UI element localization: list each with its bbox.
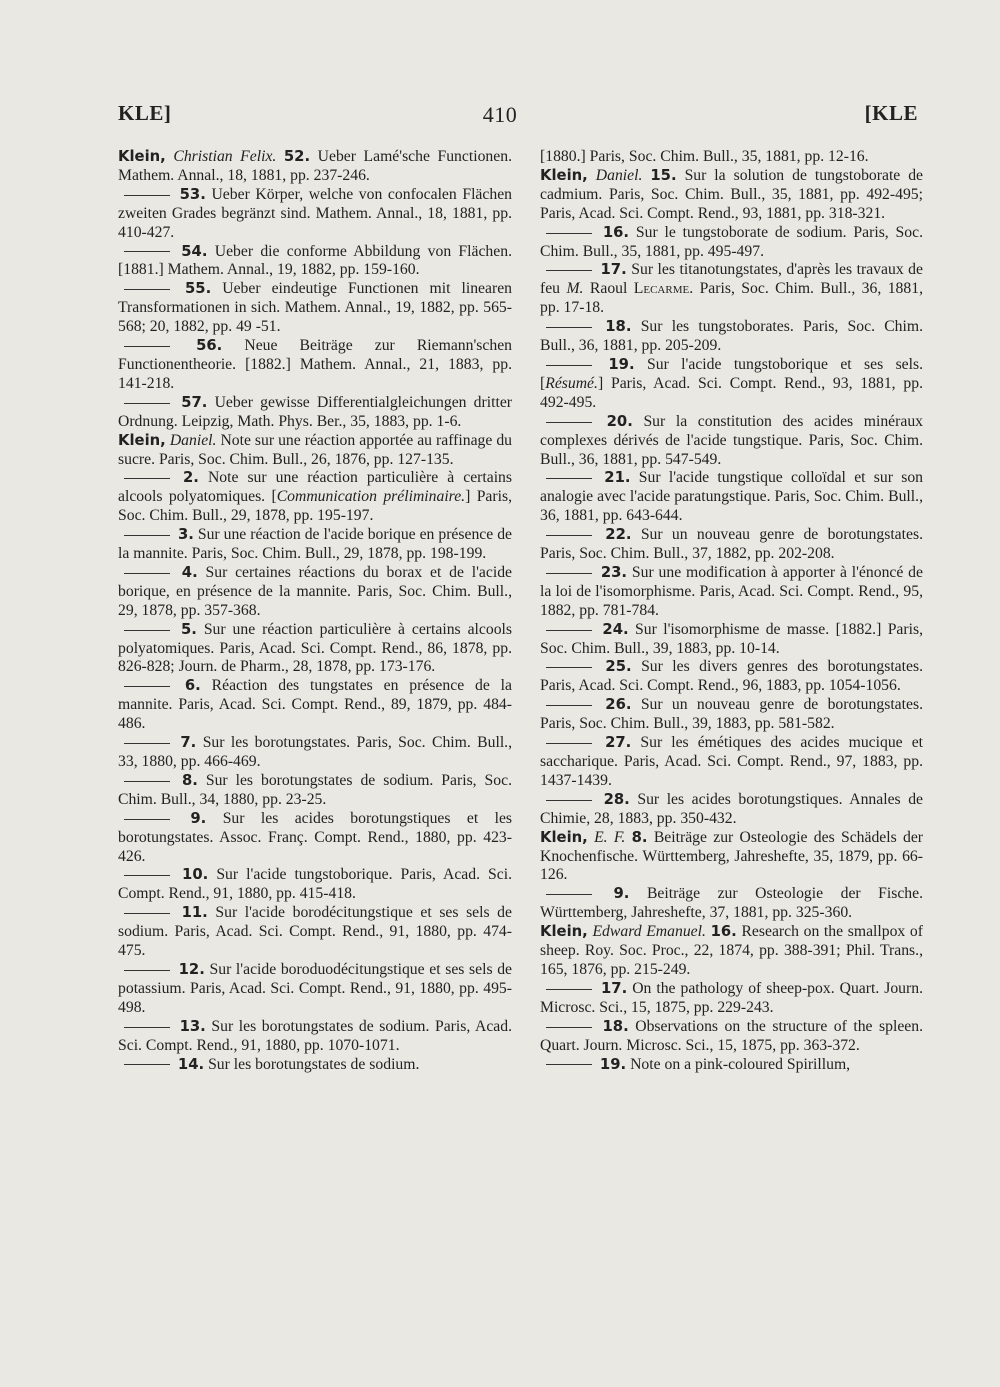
ditto-dash	[124, 819, 170, 820]
entry-number: 8.	[181, 771, 198, 789]
ditto-dash	[124, 743, 170, 744]
ditto-dash	[546, 478, 592, 479]
running-header-left: KLE]	[118, 101, 172, 125]
ditto-dash	[546, 667, 592, 668]
ditto-dash	[546, 894, 592, 895]
bibliography-entry	[540, 526, 923, 564]
entry-number: 23.	[600, 563, 628, 581]
bibliography-entry	[118, 904, 512, 961]
entry-text: Ueber Lamé'sche Functionen. Mathem. Annal., 18, 1881, pp. 237-246.	[118, 148, 512, 184]
bibliography-entry	[118, 1018, 512, 1056]
ditto-dash	[124, 195, 170, 196]
ditto-dash	[124, 251, 170, 252]
author-given-name: Daniel.	[595, 166, 643, 184]
bibliography-entry	[118, 337, 512, 394]
entry-text: Sur les divers genres des borotungstates. Paris, Acad. Sci. Compt. Rend., 96, 1883, pp. 1054-1056.	[540, 658, 923, 695]
page-number: 410	[482, 102, 518, 127]
entry-number: 10.	[182, 866, 209, 884]
entry-text: ] Paris, Acad. Sci. Compt. Rend., 93, 1881, pp. 492-495.	[540, 374, 923, 411]
entry-text: Sur l'acide tungstoborique et ses sels. [	[540, 355, 924, 392]
entry-text: Sur l'isomorphisme de masse. [1882.] Paris, Soc. Chim. Bull., 39, 1883, pp. 10-14.	[540, 620, 924, 657]
entry-number: 52.	[283, 148, 311, 165]
bibliography-entry	[540, 148, 923, 167]
ditto-dash	[124, 346, 170, 347]
bibliography-entry	[540, 696, 923, 734]
entry-text: Note on a pink-coloured Spirillum,	[630, 1055, 851, 1073]
entry-number: 22.	[605, 526, 632, 544]
bibliography-entry	[118, 564, 512, 621]
bibliography-entry	[118, 1056, 512, 1075]
entry-text: Sur une réaction de l'acide borique en présence de la mannite. Paris, Soc. Chim. Bull., 29, 1878, pp. 198-199.	[118, 526, 513, 563]
author-given-name: Edward Emanuel.	[592, 923, 706, 941]
bibliography-entry	[540, 413, 923, 470]
entry-number: 16.	[602, 223, 630, 241]
bibliography-entry	[118, 866, 512, 904]
bibliography-entry	[118, 148, 512, 186]
ditto-dash	[546, 989, 592, 990]
bibliography-entry	[118, 394, 512, 432]
entry-number: 18.	[605, 318, 632, 336]
entry-number: 6.	[184, 677, 201, 695]
ditto-dash	[546, 422, 592, 423]
entry-text: Observations on the structure of the spleen. Quart. Journ. Microsc. Sci., 15, 1875, pp. 363-372.	[540, 1017, 924, 1054]
ditto-dash	[546, 1064, 592, 1065]
entry-text: Sur les borotungstates de sodium.	[208, 1055, 420, 1073]
entry-text: Sur une réaction particulière à certains alcools polyatomiques. Paris, Acad. Sci. Compt. Rend., 86, 1878, pp. 826-828; Journ. de Pharm., 28, 1878, pp. 173-176.	[118, 620, 513, 676]
entry-text: Note sur une réaction apportée au raffinage du sucre. Paris, Soc. Chim. Bull., 26, 1876, pp. 127-135.	[118, 431, 513, 468]
entry-text: Sur les borotungstates de sodium. Paris, Soc. Chim. Bull., 34, 1880, pp. 23-25.	[118, 771, 513, 808]
entry-text: Sur l'acide borodécitungstique et ses sels de sodium. Paris, Acad. Sci. Compt. Rend., 91, 1880, pp. 474-475.	[118, 904, 512, 960]
entry-text: Sur une modification à apporter à l'énoncé de la loi de l'isomorphisme. Paris, Acad. Sci. Compt. Rend., 95, 1882, pp. 781-784.	[540, 563, 923, 619]
ditto-dash	[124, 1027, 170, 1028]
entry-text: Sur les acides borotungstiques. Annales de Chimie, 28, 1883, pp. 350-432.	[540, 790, 924, 827]
entry-text: Beiträge zur Osteologie der Fische. Württemberg, Jahreshefte, 37, 1881, pp. 325-360.	[540, 885, 924, 922]
ditto-dash	[124, 630, 170, 631]
author-name: Klein,	[118, 431, 166, 449]
entry-text: Ueber gewisse Differentialgleichungen dritter Ordnung. Leipzig, Math. Phys. Ber., 35, 1883, pp. 1-6.	[118, 393, 513, 430]
bibliography-entry	[540, 224, 923, 262]
entry-number: 20.	[606, 412, 633, 430]
ditto-dash	[546, 1027, 592, 1028]
entry-number: 2.	[183, 469, 199, 487]
entry-number: 11.	[181, 904, 208, 922]
bibliography-entry	[540, 980, 923, 1018]
entry-number: 57.	[181, 393, 208, 411]
entry-text: Réaction des tungstates en présence de la mannite. Paris, Acad. Sci. Compt. Rend., 89, 1879, pp. 484-486.	[118, 677, 512, 733]
author-name: Klein,	[540, 923, 588, 941]
entry-number: 5.	[180, 620, 197, 638]
entry-italic: Résumé.	[545, 374, 598, 392]
entry-number: 19.	[599, 1055, 627, 1073]
author-name: Klein,	[540, 166, 588, 184]
entry-number: 25.	[605, 658, 632, 676]
entry-italic: M.	[566, 280, 584, 298]
bibliography-entry	[118, 280, 512, 337]
ditto-dash	[546, 327, 592, 328]
entry-text: Neue Beiträge zur Riemann'schen Functionentheorie. [1882.] Mathem. Annal., 21, 1883, pp. 141-218.	[118, 337, 513, 392]
bibliography-entry	[118, 621, 512, 678]
left-column	[118, 148, 512, 1074]
bibliography-entry	[540, 261, 923, 318]
ditto-dash	[124, 573, 170, 574]
entry-number: 55.	[185, 280, 212, 298]
bibliography-entry	[540, 885, 923, 923]
entry-text: . Paris, Soc. Chim. Bull., 36, 1881, pp. 17-18.	[540, 280, 923, 317]
bibliography-entry	[118, 961, 512, 1018]
ditto-dash	[124, 1064, 170, 1065]
ditto-dash	[124, 403, 170, 404]
author-given-name: Daniel.	[169, 431, 217, 449]
bibliography-entry	[540, 1056, 923, 1075]
entry-text: Sur les titanotungstates, d'après les travaux de feu	[540, 261, 923, 298]
bibliography-entry	[540, 923, 923, 980]
entry-number: 15.	[650, 166, 677, 184]
entry-number: 18.	[602, 1017, 629, 1035]
entry-text: Sur les borotungstates. Paris, Soc. Chim. Bull., 33, 1880, pp. 466-469.	[118, 734, 513, 770]
entry-text: Sur le tungstoborate de sodium. Paris, Soc. Chim. Bull., 35, 1881, pp. 495-497.	[540, 223, 924, 260]
bibliography-entry	[118, 810, 512, 867]
entry-number: 4.	[181, 563, 198, 581]
entry-number: 28.	[603, 790, 630, 808]
ditto-dash	[546, 800, 592, 801]
entry-number: 27.	[605, 734, 632, 752]
entry-number: 53.	[179, 185, 206, 203]
entry-smallcaps: Lecarme	[633, 280, 690, 298]
bibliography-entry	[118, 734, 512, 772]
author-given-name: Christian Felix.	[173, 148, 277, 165]
ditto-dash	[124, 781, 170, 782]
entry-number: 9.	[613, 885, 630, 903]
bibliography-entry	[540, 1018, 923, 1056]
ditto-dash	[546, 365, 592, 366]
ditto-dash	[546, 233, 592, 234]
bibliography-entry	[118, 432, 512, 470]
entry-text: Ueber eindeutige Functionen mit linearen Transformationen in sich. Mathem. Annal., 19, 1882, pp. 565-568; 20, 1882, pp. 49 -51.	[118, 280, 512, 336]
bibliography-entry	[118, 526, 512, 564]
right-column	[540, 148, 923, 1074]
entry-number: 3.	[177, 526, 194, 544]
entry-number: 16.	[710, 923, 737, 941]
bibliography-entry	[118, 469, 512, 526]
bibliography-entry	[540, 734, 923, 791]
author-name: Klein,	[118, 148, 166, 165]
ditto-dash	[546, 535, 592, 536]
running-header-right: [KLE	[864, 101, 918, 125]
ditto-dash	[124, 913, 170, 914]
bibliography-entry	[540, 829, 923, 886]
entry-text: Sur les borotungstates de sodium. Paris, Acad. Sci. Compt. Rend., 91, 1880, pp. 1070-1071.	[118, 1017, 513, 1054]
bibliography-entry	[118, 186, 512, 243]
bibliography-entry	[540, 356, 923, 413]
entry-number: 9.	[190, 809, 207, 827]
bibliography-entry	[540, 564, 923, 621]
entry-text: Sur la constitution des acides minéraux complexes dérivés de l'acide tungstique. Paris, Soc. Chim. Bull., 36, 1881, pp. 547-549.	[540, 412, 924, 468]
entry-number: 56.	[196, 337, 223, 355]
bibliography-entry	[540, 658, 923, 696]
entry-text: Sur un nouveau genre de borotungstates. Paris, Soc. Chim. Bull., 37, 1882, pp. 202-208.	[540, 526, 923, 563]
ditto-dash	[124, 875, 170, 876]
entry-text: On the pathology of sheep-pox. Quart. Journ. Microsc. Sci., 15, 1875, pp. 229-243.	[540, 979, 924, 1016]
bibliography-entry	[540, 621, 923, 659]
ditto-dash	[124, 535, 170, 536]
bibliography-entry	[118, 243, 512, 281]
ditto-dash	[124, 478, 170, 479]
entry-number: 7.	[180, 734, 197, 752]
entry-italic: Communication préliminaire.	[276, 488, 466, 506]
entry-text: [1880.] Paris, Soc. Chim. Bull., 35, 1881, pp. 12-16.	[540, 148, 869, 165]
entry-text: Sur l'acide tungstoborique. Paris, Acad. Sci. Compt. Rend., 91, 1880, pp. 415-418.	[118, 866, 513, 903]
author-name: Klein,	[540, 828, 588, 846]
bibliography-entry	[118, 677, 512, 734]
entry-text: Ueber Körper, welche von confocalen Flächen zweiten Grades begränzt sind. Mathem. Annal., 18, 1881, pp. 410-427.	[118, 185, 513, 241]
ditto-dash	[546, 573, 592, 574]
entry-text: Research on the smallpox of sheep. Roy. Soc. Proc., 22, 1874, pp. 388-391; Phil. Trans., 165, 1876, pp. 215-249.	[540, 923, 923, 978]
entry-text: Sur les tungstoborates. Paris, Soc. Chim. Bull., 36, 1881, pp. 205-209.	[540, 318, 924, 355]
entry-text: Sur les acides borotungstiques et les borotungstates. Assoc. Franç. Compt. Rend., 1880, pp. 423-426.	[118, 809, 513, 865]
entry-number: 17.	[600, 261, 627, 279]
bibliography-entry	[540, 167, 923, 224]
entry-text: Sur la solution de tungstoborate de cadmium. Paris, Soc. Chim. Bull., 35, 1881, pp. 492-495; Paris, Acad. Sci. Compt. Rend., 93, 1881, pp. 318-321.	[540, 166, 924, 222]
entry-number: 12.	[178, 960, 205, 978]
entry-text: Note sur une réaction particulière à certains alcools polyatomiques. [	[118, 469, 513, 506]
ditto-dash	[546, 743, 592, 744]
entry-number: 14.	[177, 1055, 205, 1073]
entry-number: 17.	[600, 979, 628, 997]
entry-number: 19.	[608, 355, 635, 373]
entry-number: 13.	[179, 1017, 206, 1035]
ditto-dash	[546, 705, 592, 706]
entry-text: Sur certaines réactions du borax et de l'acide borique, en présence de la mannite. Paris, Soc. Chim. Bull., 29, 1878, pp. 357-368.	[118, 563, 513, 619]
entry-number: 54.	[181, 242, 208, 260]
ditto-dash	[124, 970, 170, 971]
entry-text: ] Paris, Soc. Chim. Bull., 29, 1878, pp. 195-197.	[118, 488, 512, 525]
ditto-dash	[546, 630, 592, 631]
bibliography-entry	[540, 791, 923, 829]
bibliography-entry	[118, 772, 512, 810]
entry-text: Ueber die conforme Abbildung von Flächen. [1881.] Mathem. Annal., 19, 1882, pp. 159-160.	[118, 242, 513, 279]
entry-number: 24.	[602, 620, 629, 638]
entry-text: Sur l'acide boroduodécitungstique et ses sels de potassium. Paris, Acad. Sci. Compt. Rend., 91, 1880, pp. 495-498.	[118, 960, 512, 1016]
ditto-dash	[124, 289, 170, 290]
entry-number: 8.	[631, 828, 648, 846]
entry-text: Beiträge zur Osteologie des Schädels der Knochenfische. Württemberg, Jahreshefte, 35, 1879, pp. 66-126.	[540, 828, 924, 884]
entry-number: 26.	[605, 696, 632, 714]
entry-text: Sur l'acide tungstique colloïdal et sur son analogie avec l'acide paratungstique. Paris, Soc. Chim. Bull., 36, 1881, pp. 643-644.	[540, 469, 924, 525]
entry-text: Raoul	[583, 280, 634, 298]
bibliography-entry	[540, 318, 923, 356]
ditto-dash	[546, 270, 592, 271]
ditto-dash	[124, 686, 170, 687]
entry-text: Sur un nouveau genre de borotungstates. Paris, Soc. Chim. Bull., 39, 1883, pp. 581-582.	[540, 696, 923, 733]
bibliography-entry	[540, 469, 923, 526]
entry-text: Sur les émétiques des acides mucique et saccharique. Paris, Acad. Sci. Compt. Rend., 97, 1883, pp. 1437-1439.	[540, 734, 924, 789]
entry-number: 21.	[604, 469, 631, 487]
author-given-name: E. F.	[594, 828, 626, 846]
